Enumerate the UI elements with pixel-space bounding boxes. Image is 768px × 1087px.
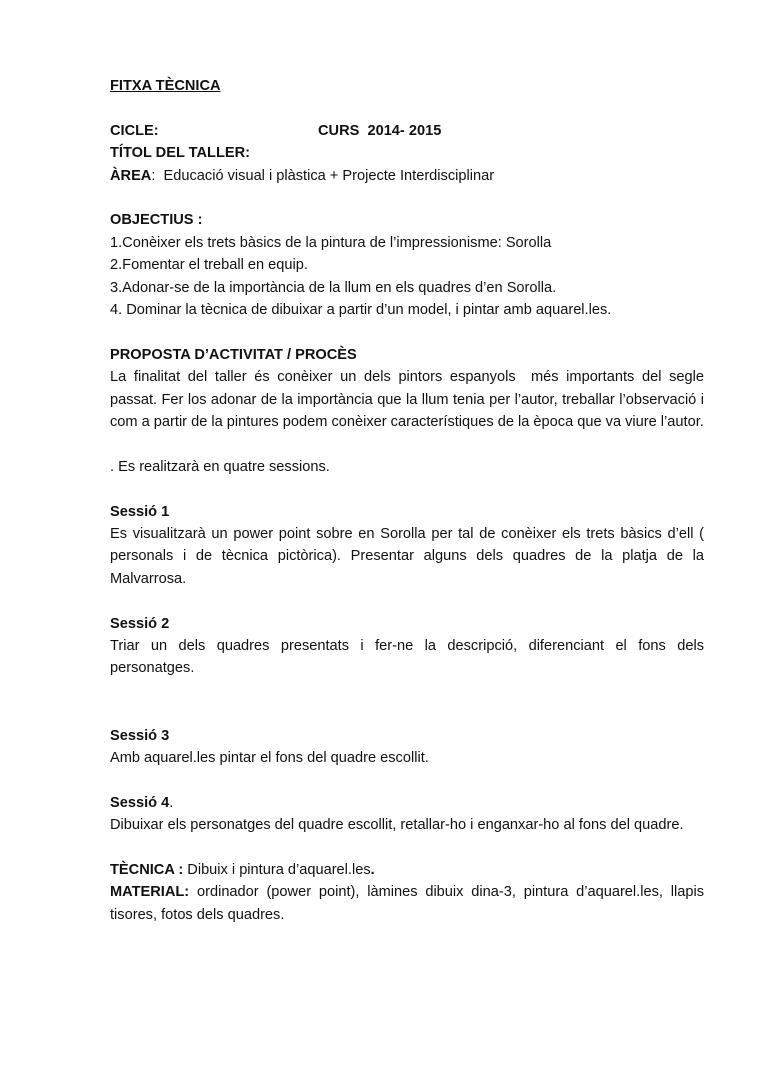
session-4: Sessió 4. Dibuixar els personatges del quadre escollit, retallar-ho i enganxar-ho al fons del quadre. [110, 792, 704, 837]
tecnica-value: Dibuix i pintura d’aquarel.les [183, 862, 371, 879]
session-2 [110, 613, 704, 680]
sessions-note: . Es realitzarà en quatre sessions. [110, 458, 330, 475]
cicle-label: CICLE: [110, 122, 159, 139]
session-text: Es visualitzarà un power point sobre en Sorolla per tal de conèixer els trets bàsics d’ell ( personals i de tècnica pictòrica). Presentar alguns dels quadres de la platja de la Malvarrosa. [110, 526, 704, 587]
session-text: Dibuixar els personatges del quadre escollit, retallar-ho i enganxar-ho al fons del quadre. [110, 817, 684, 834]
session-text: Amb aquarel.les pintar el fons del quadre escollit. [110, 750, 429, 767]
proposta-heading: PROPOSTA D’ACTIVITAT / PROCÈS [110, 346, 357, 363]
material-label: MATERIAL: [110, 884, 190, 901]
session-heading: Sessió 3 [110, 727, 170, 744]
area-label: ÀREA [110, 167, 152, 184]
objectius-heading: OBJECTIUS : [110, 212, 203, 229]
tecnica-label: TÈCNICA : [110, 862, 184, 879]
titol-label: TÍTOL DEL TALLER: [110, 145, 250, 162]
document-page [110, 75, 709, 926]
session-text: Triar un dels quadres presentats i fer-ne la descripció, diferenciant el fons dels personatges. [110, 638, 704, 677]
session-1 [110, 501, 704, 591]
objectiu-item: 2.Fomentar el treball en equip. [110, 257, 308, 274]
material-row [110, 881, 704, 926]
session-heading: Sessió 2 [110, 615, 170, 632]
curs-label: CURS 2014- 2015 [318, 122, 442, 139]
session-3 [110, 725, 704, 770]
area-value: : Educació visual i plàstica + Projecte Interdisciplinar [151, 167, 495, 184]
material-value: ordinador (power point), làmines dibuix dina-3, pintura d’aquarel.les, llapis tisores, fotos dels quadres. [110, 884, 704, 923]
objectiu-item: 3.Adonar-se de la importància de la llum en els quadres d’en Sorolla. [110, 279, 557, 296]
objectiu-item: 4. Dominar la tècnica de dibuixar a partir d’un model, i pintar amb aquarel.les. [110, 302, 612, 319]
proposta-text: La finalitat del taller és conèixer un dels pintors espanyols més importants del segle passat. Fer los adonar de la importància que la llum tenia per l’autor, treballar l’observació i com a partir de la pintures podem conèixer característiques de la època que va viure l’autor. [110, 369, 709, 431]
area-row [110, 165, 704, 187]
session-heading: Sessió 1 [110, 503, 170, 520]
cicle-row [110, 120, 704, 142]
session-heading: Sessió 4 [110, 794, 170, 811]
objectiu-item: 1.Conèixer els trets bàsics de la pintura de l’impressionisme: Sorolla [110, 234, 552, 251]
tecnica-row: TÈCNICA : Dibuix i pintura d’aquarel.les. [110, 862, 375, 879]
document-title: FITXA TÈCNICA [110, 78, 221, 94]
